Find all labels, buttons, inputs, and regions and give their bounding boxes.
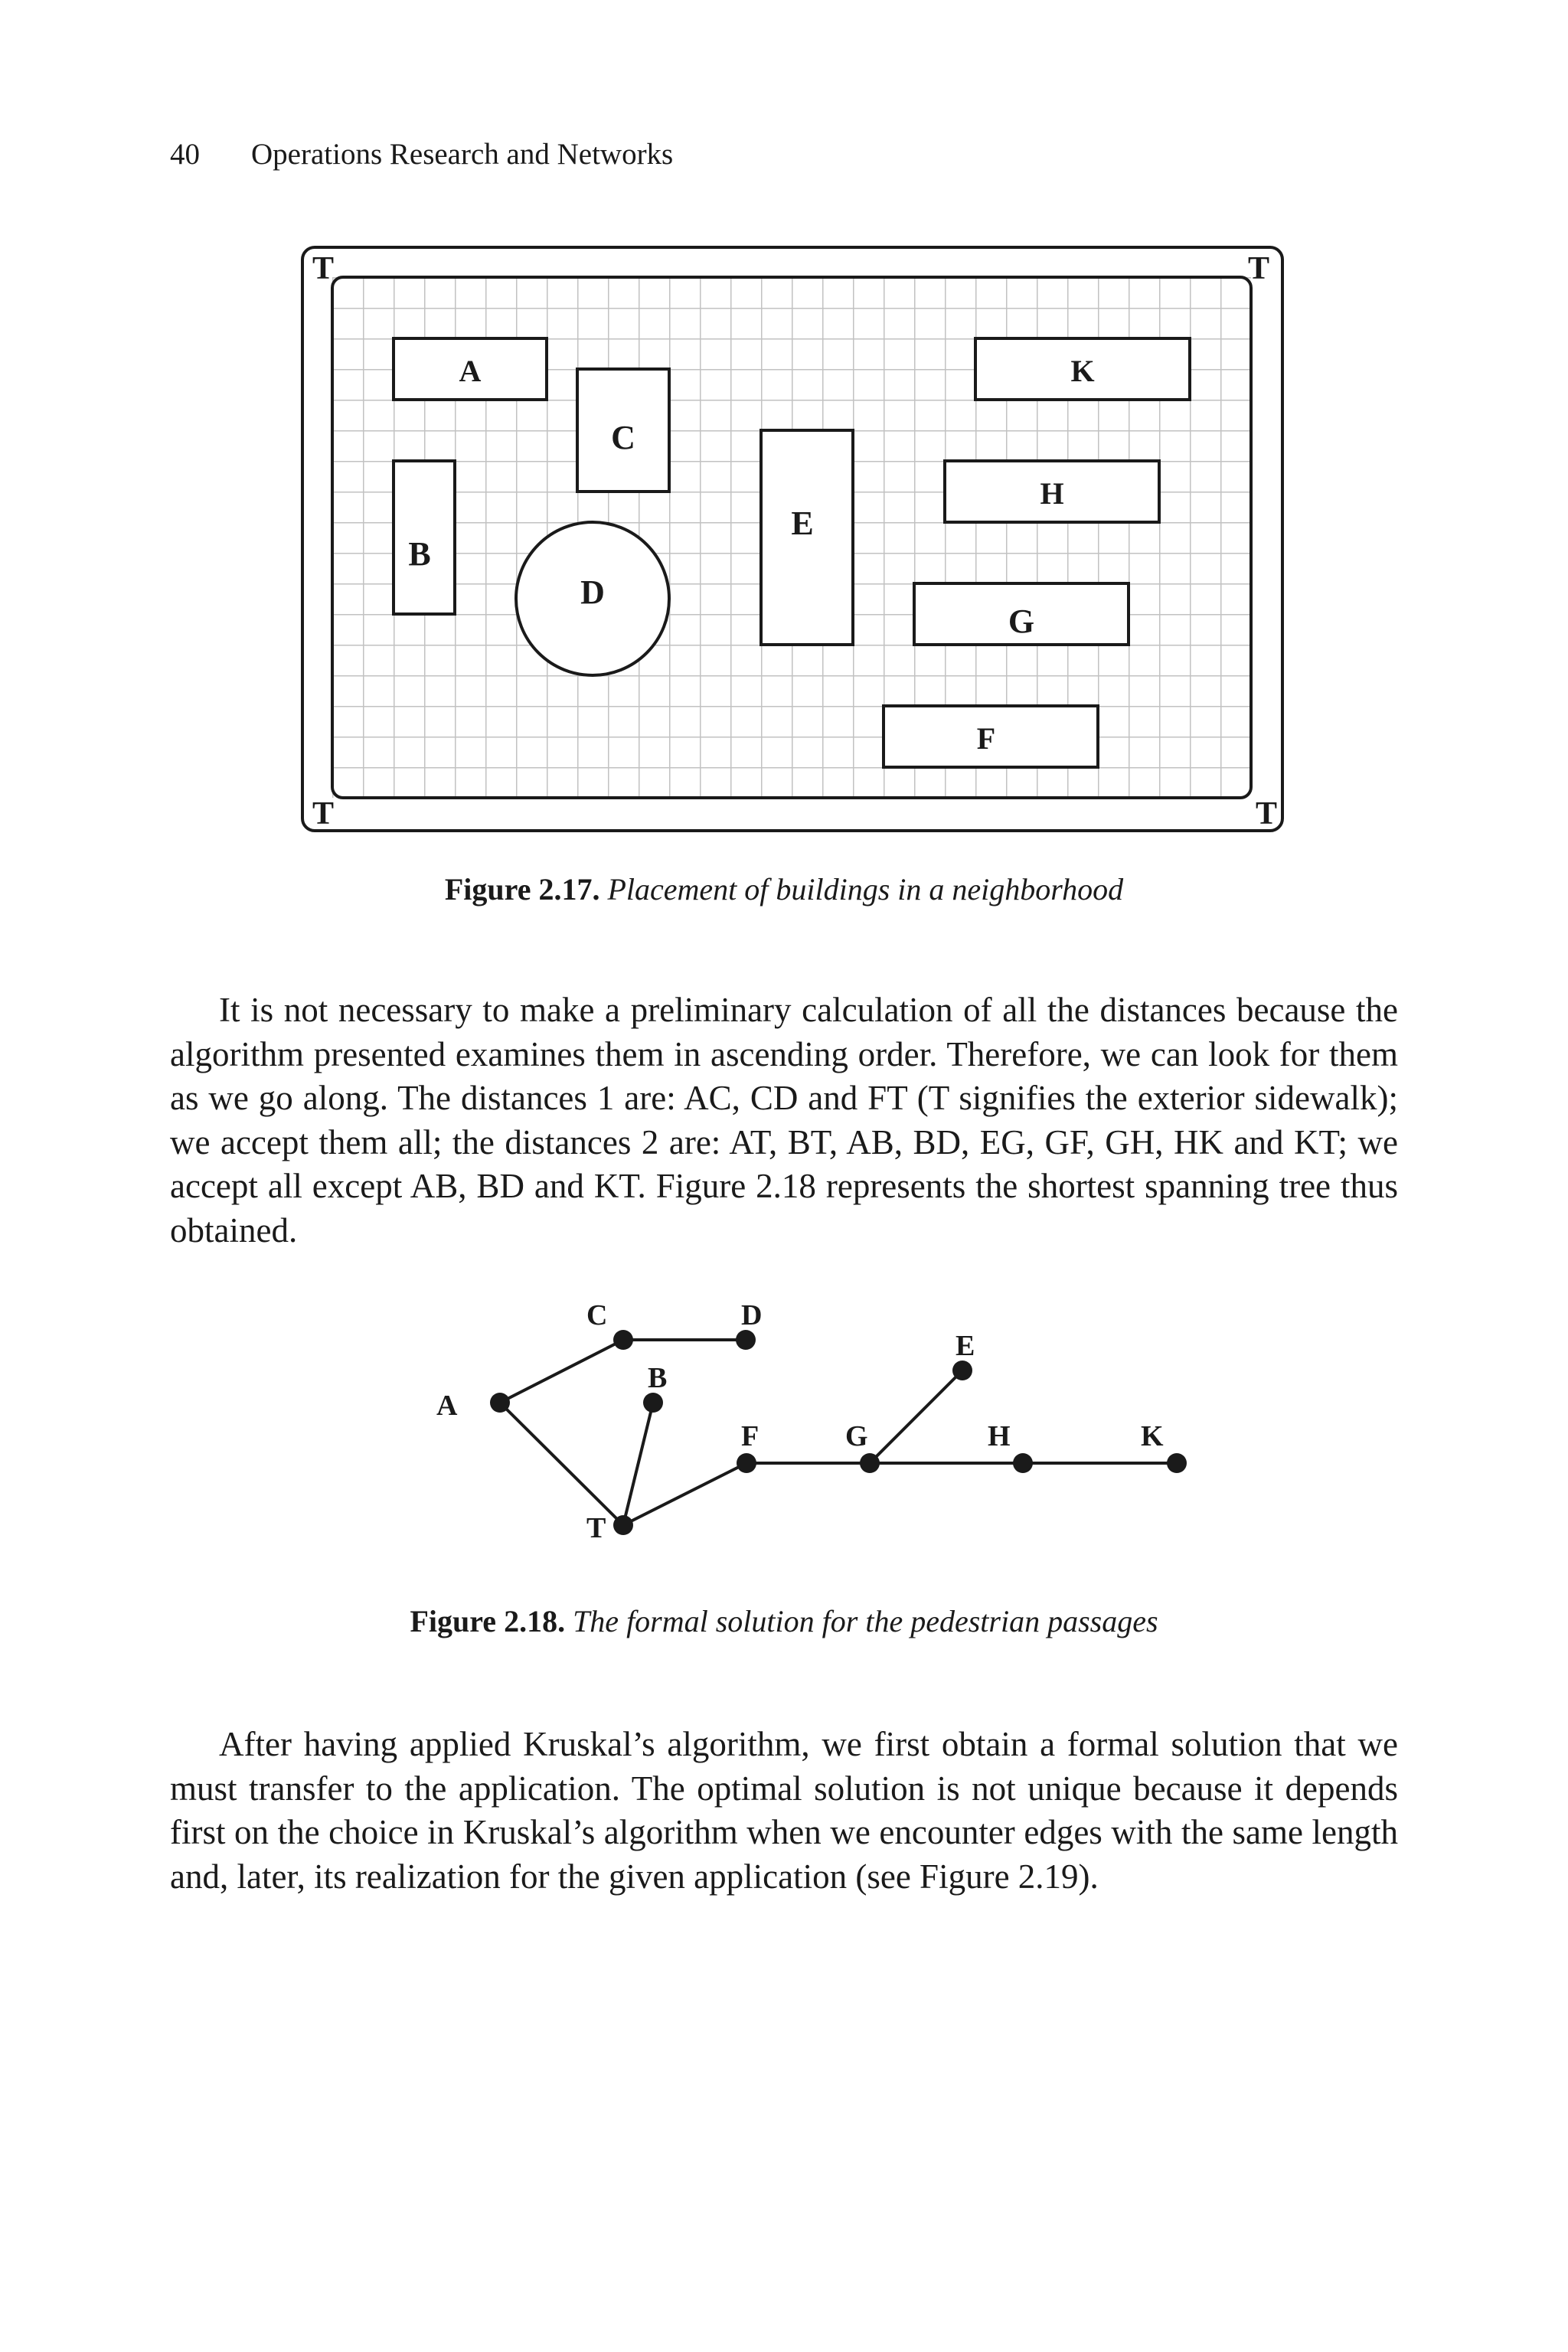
body-paragraph-1: It is not necessary to make a preliminary calculation of all the distances because the algorithm presented examines them in ascending order. Therefore, we can look for them as we go along. The distances 1 are: AC, CD and FT (T signifies the exterior sidewalk); we accept them all; the distances 2 are: AT, BT, AB, BD, EG, GF, GH, HK and KT; we accept all except AB, BD and KT. Figure 2.18 represents the shortest spanning tree thus obtained.	[170, 991, 1398, 1250]
building-g	[914, 583, 1129, 645]
figure-2-17-caption	[0, 871, 1568, 908]
corner-label-top-right: T	[1248, 251, 1270, 286]
building-c-label: C	[611, 419, 635, 456]
building-h-label: H	[1040, 476, 1064, 511]
node-label-k: K	[1141, 1420, 1164, 1452]
node-e	[952, 1361, 972, 1380]
node-k	[1167, 1453, 1187, 1473]
building-f	[884, 706, 1098, 767]
node-label-d: D	[741, 1299, 763, 1331]
building-k-label: K	[1070, 354, 1095, 388]
node-label-a: A	[436, 1390, 458, 1422]
edge-t-f	[623, 1463, 746, 1525]
figure-2-18-caption-text: The formal solution for the pedestrian passages	[573, 1604, 1158, 1638]
node-label-t: T	[586, 1512, 606, 1544]
building-e-label: E	[791, 505, 814, 542]
corner-label-bottom-left: T	[312, 796, 335, 831]
node-label-f: F	[741, 1420, 760, 1452]
node-label-h: H	[988, 1420, 1011, 1452]
building-c	[577, 369, 669, 492]
node-c	[613, 1330, 633, 1350]
building-b-label: B	[408, 535, 431, 573]
node-h	[1013, 1453, 1033, 1473]
building-e	[761, 430, 853, 645]
figure-2-17-caption-text: Placement of buildings in a neighborhood	[607, 872, 1124, 906]
figure-2-18-caption	[0, 1603, 1568, 1640]
node-g	[860, 1453, 880, 1473]
figure-2-18-spanning-tree	[413, 1286, 1210, 1562]
running-header	[170, 136, 673, 173]
figure-2-17-caption-label: Figure 2.17.	[444, 872, 600, 906]
building-h	[945, 461, 1159, 522]
body-paragraph-2: After having applied Kruskal’s algorithm, we first obtain a formal solution that we must transfer to the application. The optimal solution is not unique because it depends first on the choice in Kruskal’s algorithm when we encounter edges with the same length and, later, its realization for the given application (see Figure 2.19).	[170, 1725, 1398, 1896]
node-t	[613, 1515, 633, 1535]
node-a	[490, 1393, 510, 1413]
figure-2-18-caption-label: Figure 2.18.	[410, 1604, 566, 1638]
node-b	[643, 1393, 663, 1413]
node-f	[737, 1453, 756, 1473]
building-g-label: G	[1008, 603, 1035, 640]
node-label-b: B	[648, 1362, 668, 1394]
node-d	[736, 1330, 756, 1350]
edge-a-t	[500, 1403, 623, 1525]
node-label-e: E	[956, 1330, 975, 1362]
edge-b-t	[623, 1403, 653, 1525]
building-f-label: F	[976, 721, 996, 756]
node-label-g: G	[845, 1420, 868, 1452]
edge-g-e	[870, 1370, 962, 1463]
building-a	[394, 338, 547, 400]
building-d	[516, 522, 669, 675]
running-title: Operations Research and Networks	[251, 138, 674, 171]
figure-2-17-neighborhood-map	[299, 243, 1286, 835]
building-k	[975, 338, 1190, 400]
edge-a-c	[500, 1340, 623, 1403]
page-number: 40	[170, 138, 200, 171]
node-label-c: C	[586, 1299, 608, 1331]
corner-label-bottom-right: T	[1256, 796, 1278, 831]
building-a-label: A	[459, 354, 482, 388]
corner-label-top-left: T	[312, 251, 335, 286]
building-d-label: D	[580, 573, 605, 611]
building-b	[394, 461, 455, 614]
